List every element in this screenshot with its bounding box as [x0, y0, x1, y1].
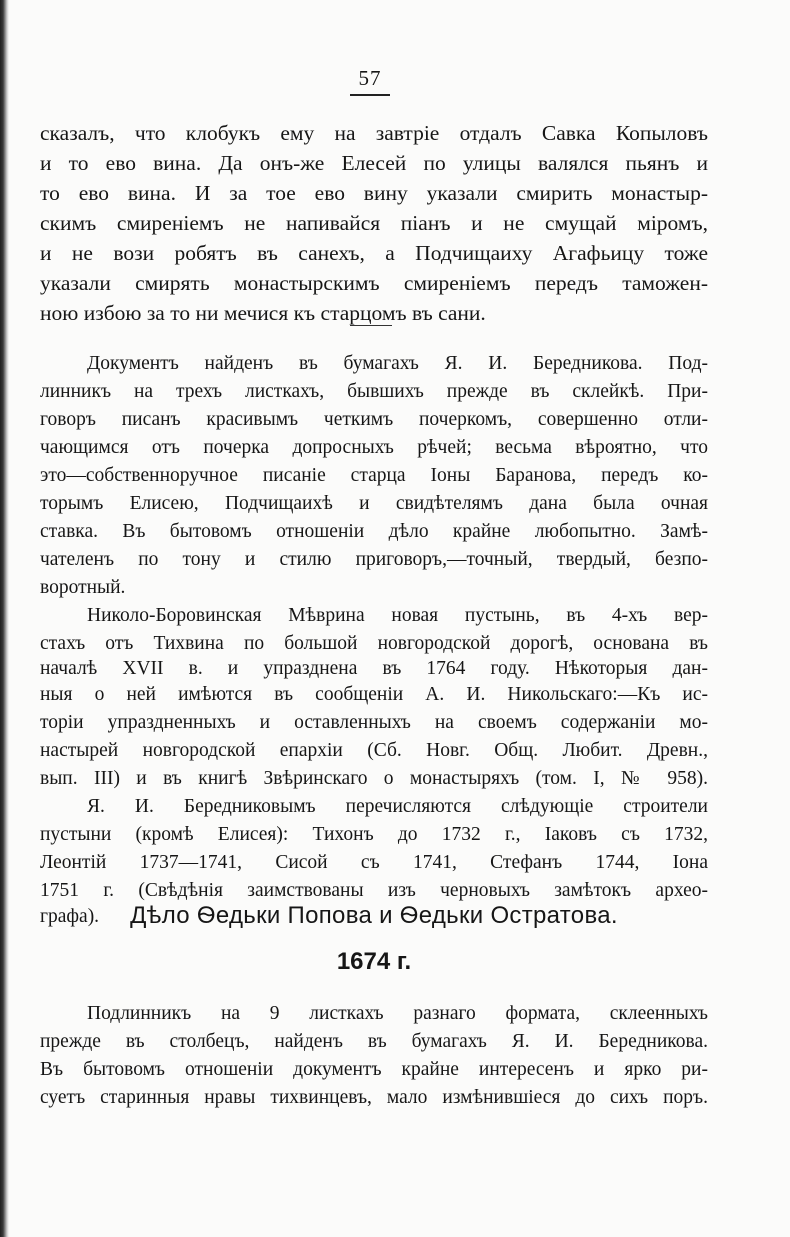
commentary-line: пустыни (кромѣ Елисея): Тихонъ до 1732 г., Іаковъ съ 1732, — [40, 824, 708, 845]
page-number: 57 — [358, 66, 382, 90]
commentary-line: Николо-Боровинская Мѣврина новая пустынь, въ 4-хъ вер- — [87, 605, 708, 626]
commentary-line: началѣ XVII в. и упразднена въ 1764 году. Нѣкоторыя дан- — [40, 658, 708, 679]
verdict-line: сказалъ, что клобукъ ему на завтріе отдалъ Савка Копыловъ — [40, 121, 708, 145]
commentary-line: Леонтій 1737—1741, Сисой съ 1741, Стефанъ 1744, Іона — [40, 852, 708, 873]
verdict-line: и не вози робятъ въ санехъ, а Подчищаиху Агафьицу тоже — [40, 241, 708, 265]
commentary-line: 1751 г. (Свѣдѣнія заимствованы изъ черновыхъ замѣтокъ архео- — [40, 880, 708, 901]
commentary-line: говоръ писанъ красивымъ четкимъ почеркомъ, совершенно отли- — [40, 409, 708, 430]
section-separator — [350, 325, 392, 326]
scan-binding-edge — [0, 0, 9, 1237]
intro-line: Въ бытовомъ отношеніи документъ крайне интересенъ и ярко ри- — [40, 1059, 708, 1080]
intro-line: прежде въ столбецъ, найденъ въ бумагахъ Я. И. Бередникова. — [40, 1031, 708, 1052]
commentary-line: торіи упраздненныхъ и оставленныхъ на своемъ содержаніи мо- — [40, 712, 708, 733]
commentary-line: это—собственноручное писаніе старца Іоны Баранова, передъ ко- — [40, 465, 708, 486]
commentary-line: торымъ Елисею, Подчищаихѣ и свидѣтелямъ дана была очная — [40, 493, 708, 514]
commentary-line: чающимся отъ почерка допросныхъ рѣчей; весьма вѣроятно, что — [40, 437, 708, 458]
section-title: Дѣло Ѳедьки Попова и Ѳедьки Остратова. — [130, 902, 618, 929]
commentary-line: настырей новгородской епархіи (Сб. Новг. Общ. Любит. Древн., — [40, 740, 708, 761]
commentary-line: ставка. Въ бытовомъ отношеніи дѣло крайне любопытно. Замѣ- — [40, 521, 708, 542]
commentary-line: Документъ найденъ въ бумагахъ Я. И. Бередникова. Под- — [87, 353, 708, 374]
commentary-line: воротный. — [40, 577, 126, 598]
intro-line: суетъ старинныя нравы тихвинцевъ, мало измѣнившіеся до сихъ поръ. — [40, 1087, 708, 1108]
verdict-line: ною избою за то ни мечися къ старцомъ въ сани. — [40, 301, 486, 325]
commentary-line: чателенъ по тону и стилю приговоръ,—точный, твердый, безпо- — [40, 549, 708, 570]
page-number-underline — [350, 94, 390, 96]
commentary-line: линникъ на трехъ листкахъ, бывшихъ прежде въ склейкѣ. При- — [40, 381, 708, 402]
commentary-line: стахъ отъ Тихвина по большой новгородской дорогѣ, основана въ — [40, 633, 708, 654]
commentary-line: вып. III) и въ книгѣ Звѣринскаго о монастыряхъ (том. I, № 958). — [40, 768, 708, 789]
commentary-line: графа). — [40, 906, 100, 927]
intro-line: Подлинникъ на 9 листкахъ разнаго формата, склеенныхъ — [87, 1003, 708, 1024]
verdict-line: и то ево вина. Да онъ-же Елесей по улицы валялся пьянъ и — [40, 151, 708, 175]
verdict-line: указали смирять монастырскимъ смиреніемъ передъ таможен- — [40, 271, 708, 295]
commentary-line: ныя о ней имѣются въ сообщеніи А. И. Никольскаго:—Къ ис- — [40, 684, 708, 705]
verdict-line: скимъ смиреніемъ не напивайся піанъ и не смущай міромъ, — [40, 211, 708, 235]
verdict-line: то ево вина. И за тое ево вину указали смирить монастыр- — [40, 181, 708, 205]
section-year: 1674 г. — [336, 948, 412, 975]
commentary-line: Я. И. Бередниковымъ перечисляются слѣдующіе строители — [87, 796, 708, 817]
